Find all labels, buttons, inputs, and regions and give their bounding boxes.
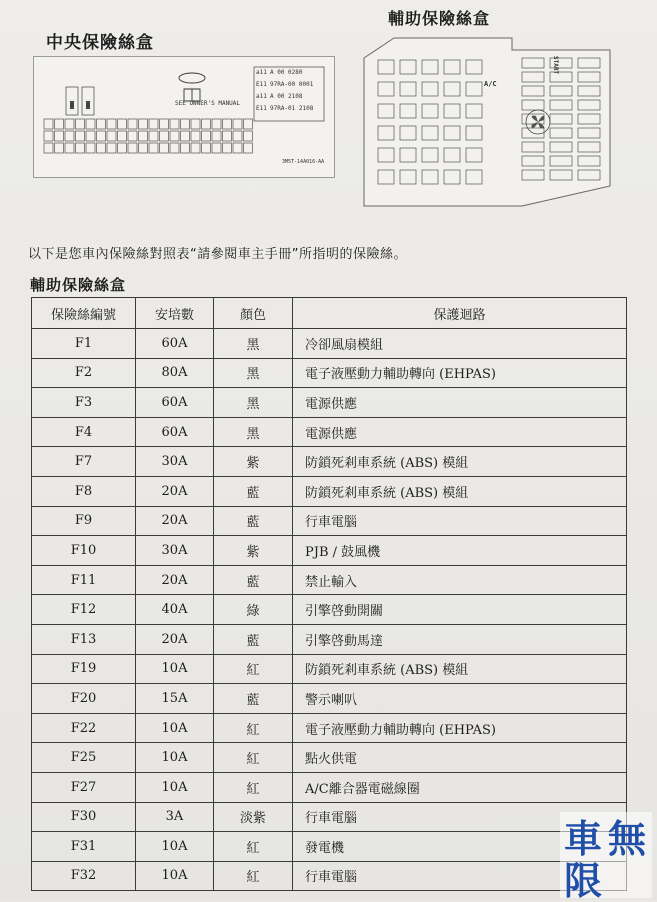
color-cell: 黑 (214, 417, 293, 447)
amperage-cell: 10A (136, 861, 214, 891)
code-2: 97RA-00 0001 (270, 81, 314, 88)
amperage-cell: 20A (136, 624, 214, 654)
circuit-cell: 點火供電 (293, 743, 627, 773)
color-cell: 紅 (214, 654, 293, 684)
circuit-cell: 引擎啓動開關 (293, 595, 627, 625)
fuse-number-cell: F4 (32, 417, 136, 447)
circuit-cell: 行車電腦 (293, 802, 627, 832)
central-fuse-box-title: 中央保險絲盒 (46, 33, 154, 53)
table-row (32, 358, 627, 388)
watermark-logo (560, 812, 652, 898)
table-row (32, 506, 627, 536)
table-row (32, 624, 627, 654)
header-amperage: 安培數 (136, 298, 214, 329)
circuit-cell: 行車電腦 (293, 861, 627, 891)
header-fuse-number: 保險絲編號 (32, 298, 136, 329)
fuse-number-cell: F12 (32, 595, 136, 625)
color-cell: 紅 (214, 743, 293, 773)
amperage-cell: 60A (136, 417, 214, 447)
circuit-cell: 防鎖死剎車系統 (ABS) 模組 (293, 447, 627, 477)
fuse-number-cell: F32 (32, 861, 136, 891)
amperage-cell: 60A (136, 388, 214, 418)
fuse-number-cell: F31 (32, 832, 136, 862)
amperage-cell: 30A (136, 447, 214, 477)
color-cell: 紅 (214, 772, 293, 802)
table-row (32, 476, 627, 506)
code-3: A 00 2108 (270, 93, 303, 100)
color-cell: 藍 (214, 506, 293, 536)
color-cell: 紫 (214, 447, 293, 477)
color-cell: 藍 (214, 565, 293, 595)
watermark-char-1: 車 (564, 817, 603, 861)
code-1: A 00 0280 (270, 69, 303, 76)
circuit-cell: 電子液壓動力輔助轉向 (EHPAS) (293, 358, 627, 388)
ford-logo-icon (179, 73, 205, 83)
circuit-cell: 禁止輸入 (293, 565, 627, 595)
fuse-number-cell: F30 (32, 802, 136, 832)
amperage-cell: 60A (136, 329, 214, 359)
code-4: 97RA-01 2108 (270, 105, 314, 112)
color-cell: 黑 (214, 329, 293, 359)
table-row (32, 595, 627, 625)
color-cell: 紫 (214, 536, 293, 566)
fuse-number-cell: F8 (32, 476, 136, 506)
amperage-cell: 40A (136, 595, 214, 625)
table-header-row (32, 298, 627, 329)
amperage-cell: 30A (136, 536, 214, 566)
color-cell: 藍 (214, 684, 293, 714)
color-cell: 藍 (214, 476, 293, 506)
table-row (32, 713, 627, 743)
aux-fuse-box-drawing (362, 36, 617, 214)
circuit-cell: 電源供應 (293, 388, 627, 418)
aux-fuse-box-diagram (362, 36, 617, 214)
circuit-cell: 發電機 (293, 832, 627, 862)
circuit-cell: 引擎啓動馬達 (293, 624, 627, 654)
code-prefix-1: a11 (256, 69, 267, 76)
manual-label: SEE OWNER'S MANUAL (175, 100, 241, 107)
header-color: 顏色 (214, 298, 293, 329)
central-fuse-box-diagram (33, 56, 335, 178)
table-row (32, 684, 627, 714)
aux-ac-label: A/C (484, 80, 497, 88)
table-row (32, 654, 627, 684)
code-prefix-4: E11 (256, 105, 267, 112)
table-row (32, 743, 627, 773)
fuse-number-cell: F22 (32, 713, 136, 743)
color-cell: 紅 (214, 861, 293, 891)
circuit-cell: 防鎖死剎車系統 (ABS) 模組 (293, 654, 627, 684)
watermark-char-2: 無 (608, 817, 647, 861)
color-cell: 黑 (214, 388, 293, 418)
fuse-table (31, 297, 627, 891)
fuse-number-cell: F7 (32, 447, 136, 477)
table-row (32, 861, 627, 891)
table-row (32, 329, 627, 359)
fuse-number-cell: F1 (32, 329, 136, 359)
aux-fuse-box-title: 輔助保險絲盒 (388, 9, 491, 28)
circuit-cell: 冷卻風扇模組 (293, 329, 627, 359)
amperage-cell: 15A (136, 684, 214, 714)
color-cell: 淡紫 (214, 802, 293, 832)
color-cell: 綠 (214, 595, 293, 625)
circuit-cell: 警示喇叭 (293, 684, 627, 714)
fuse-number-cell: F13 (32, 624, 136, 654)
amperage-cell: 10A (136, 654, 214, 684)
fuse-number-cell: F27 (32, 772, 136, 802)
table-row (32, 832, 627, 862)
table-row (32, 536, 627, 566)
circuit-cell: A/C離合器電磁線圈 (293, 772, 627, 802)
amperage-cell: 10A (136, 713, 214, 743)
circuit-cell: 行車電腦 (293, 506, 627, 536)
amperage-cell: 20A (136, 565, 214, 595)
aux-start-label: START (552, 56, 559, 75)
header-protected-circuit: 保護迴路 (293, 298, 627, 329)
watermark-char-3: 限 (564, 859, 603, 898)
circuit-cell: PJB / 鼓風機 (293, 536, 627, 566)
part-number: 3M5T-14A016-AA (282, 159, 325, 165)
amperage-cell: 10A (136, 772, 214, 802)
amperage-cell: 20A (136, 476, 214, 506)
amperage-cell: 3A (136, 802, 214, 832)
table-row (32, 565, 627, 595)
color-cell: 藍 (214, 624, 293, 654)
circuit-cell: 電子液壓動力輔助轉向 (EHPAS) (293, 713, 627, 743)
circuit-cell: 電源供應 (293, 417, 627, 447)
fuse-number-cell: F20 (32, 684, 136, 714)
table-row (32, 447, 627, 477)
amperage-cell: 80A (136, 358, 214, 388)
table-row (32, 417, 627, 447)
color-cell: 黑 (214, 358, 293, 388)
fuse-number-cell: F19 (32, 654, 136, 684)
table-row (32, 388, 627, 418)
intro-text: 以下是您車內保險絲對照表“請參閱車主手冊”所指明的保險絲。 (28, 247, 407, 262)
code-prefix-3: a11 (256, 93, 267, 100)
fuse-number-cell: F10 (32, 536, 136, 566)
amperage-cell: 10A (136, 832, 214, 862)
amperage-cell: 20A (136, 506, 214, 536)
table-title: 輔助保險絲盒 (30, 276, 127, 294)
code-prefix-2: E11 (256, 81, 267, 88)
circuit-cell: 防鎖死剎車系統 (ABS) 模組 (293, 476, 627, 506)
color-cell: 紅 (214, 832, 293, 862)
amperage-cell: 10A (136, 743, 214, 773)
table-row (32, 802, 627, 832)
fuse-number-cell: F11 (32, 565, 136, 595)
fuse-number-cell: F2 (32, 358, 136, 388)
fuse-number-cell: F25 (32, 743, 136, 773)
color-cell: 紅 (214, 713, 293, 743)
fuse-number-cell: F3 (32, 388, 136, 418)
fuse-number-cell: F9 (32, 506, 136, 536)
table-row (32, 772, 627, 802)
